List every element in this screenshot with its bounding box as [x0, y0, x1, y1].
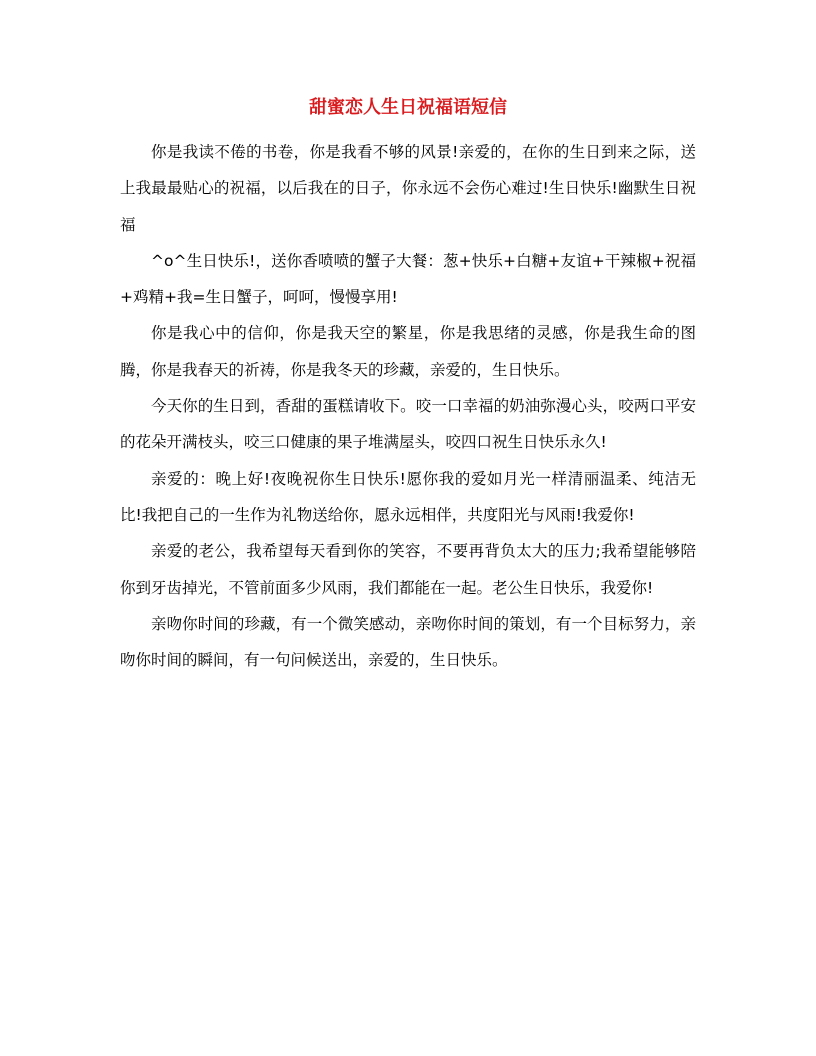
paragraph: 亲爱的：晚上好!夜晚祝你生日快乐!愿你我的爱如月光一样清丽温柔、纯洁无比!我把自己的一生作为礼物送给你，愿永远相伴，共度阳光与风雨!我爱你!	[120, 469, 696, 524]
paragraph: ^o^生日快乐!，送你香喷喷的蟹子大餐：葱+快乐+白糖+友谊+干辣椒+祝福+鸡精+我=生日蟹子，呵呵，慢慢享用!	[120, 251, 696, 307]
paragraph: 你是我读不倦的书卷，你是我看不够的风景!亲爱的，在你的生日到来之际，送上我最最贴心的祝福，以后我在的日子，你永远不会伤心难过!生日快乐!幽默生日祝福	[120, 143, 696, 234]
document-body	[120, 134, 696, 678]
paragraph: 今天你的生日到，香甜的蛋糕请收下。咬一口幸福的奶油弥漫心头，咬两口平安的花朵开满枝头，咬三口健康的果子堆满屋头，咬四口祝生日快乐永久!	[120, 397, 696, 452]
paragraph: 亲爱的老公，我希望每天看到你的笑容，不要再背负太大的压力;我希望能够陪你到牙齿掉光，不管前面多少风雨，我们都能在一起。老公生日快乐，我爱你!	[120, 542, 696, 597]
paragraph: 亲吻你时间的珍藏，有一个微笑感动，亲吻你时间的策划，有一个目标努力，亲吻你时间的瞬间，有一句问候送出，亲爱的，生日快乐。	[120, 614, 696, 670]
paragraph: 你是我心中的信仰，你是我天空的繁星，你是我思绪的灵感，你是我生命的图腾，你是我春天的祈祷，你是我冬天的珍藏，亲爱的，生日快乐。	[120, 324, 696, 379]
document-title: 甜蜜恋人生日祝福语短信	[309, 97, 507, 118]
